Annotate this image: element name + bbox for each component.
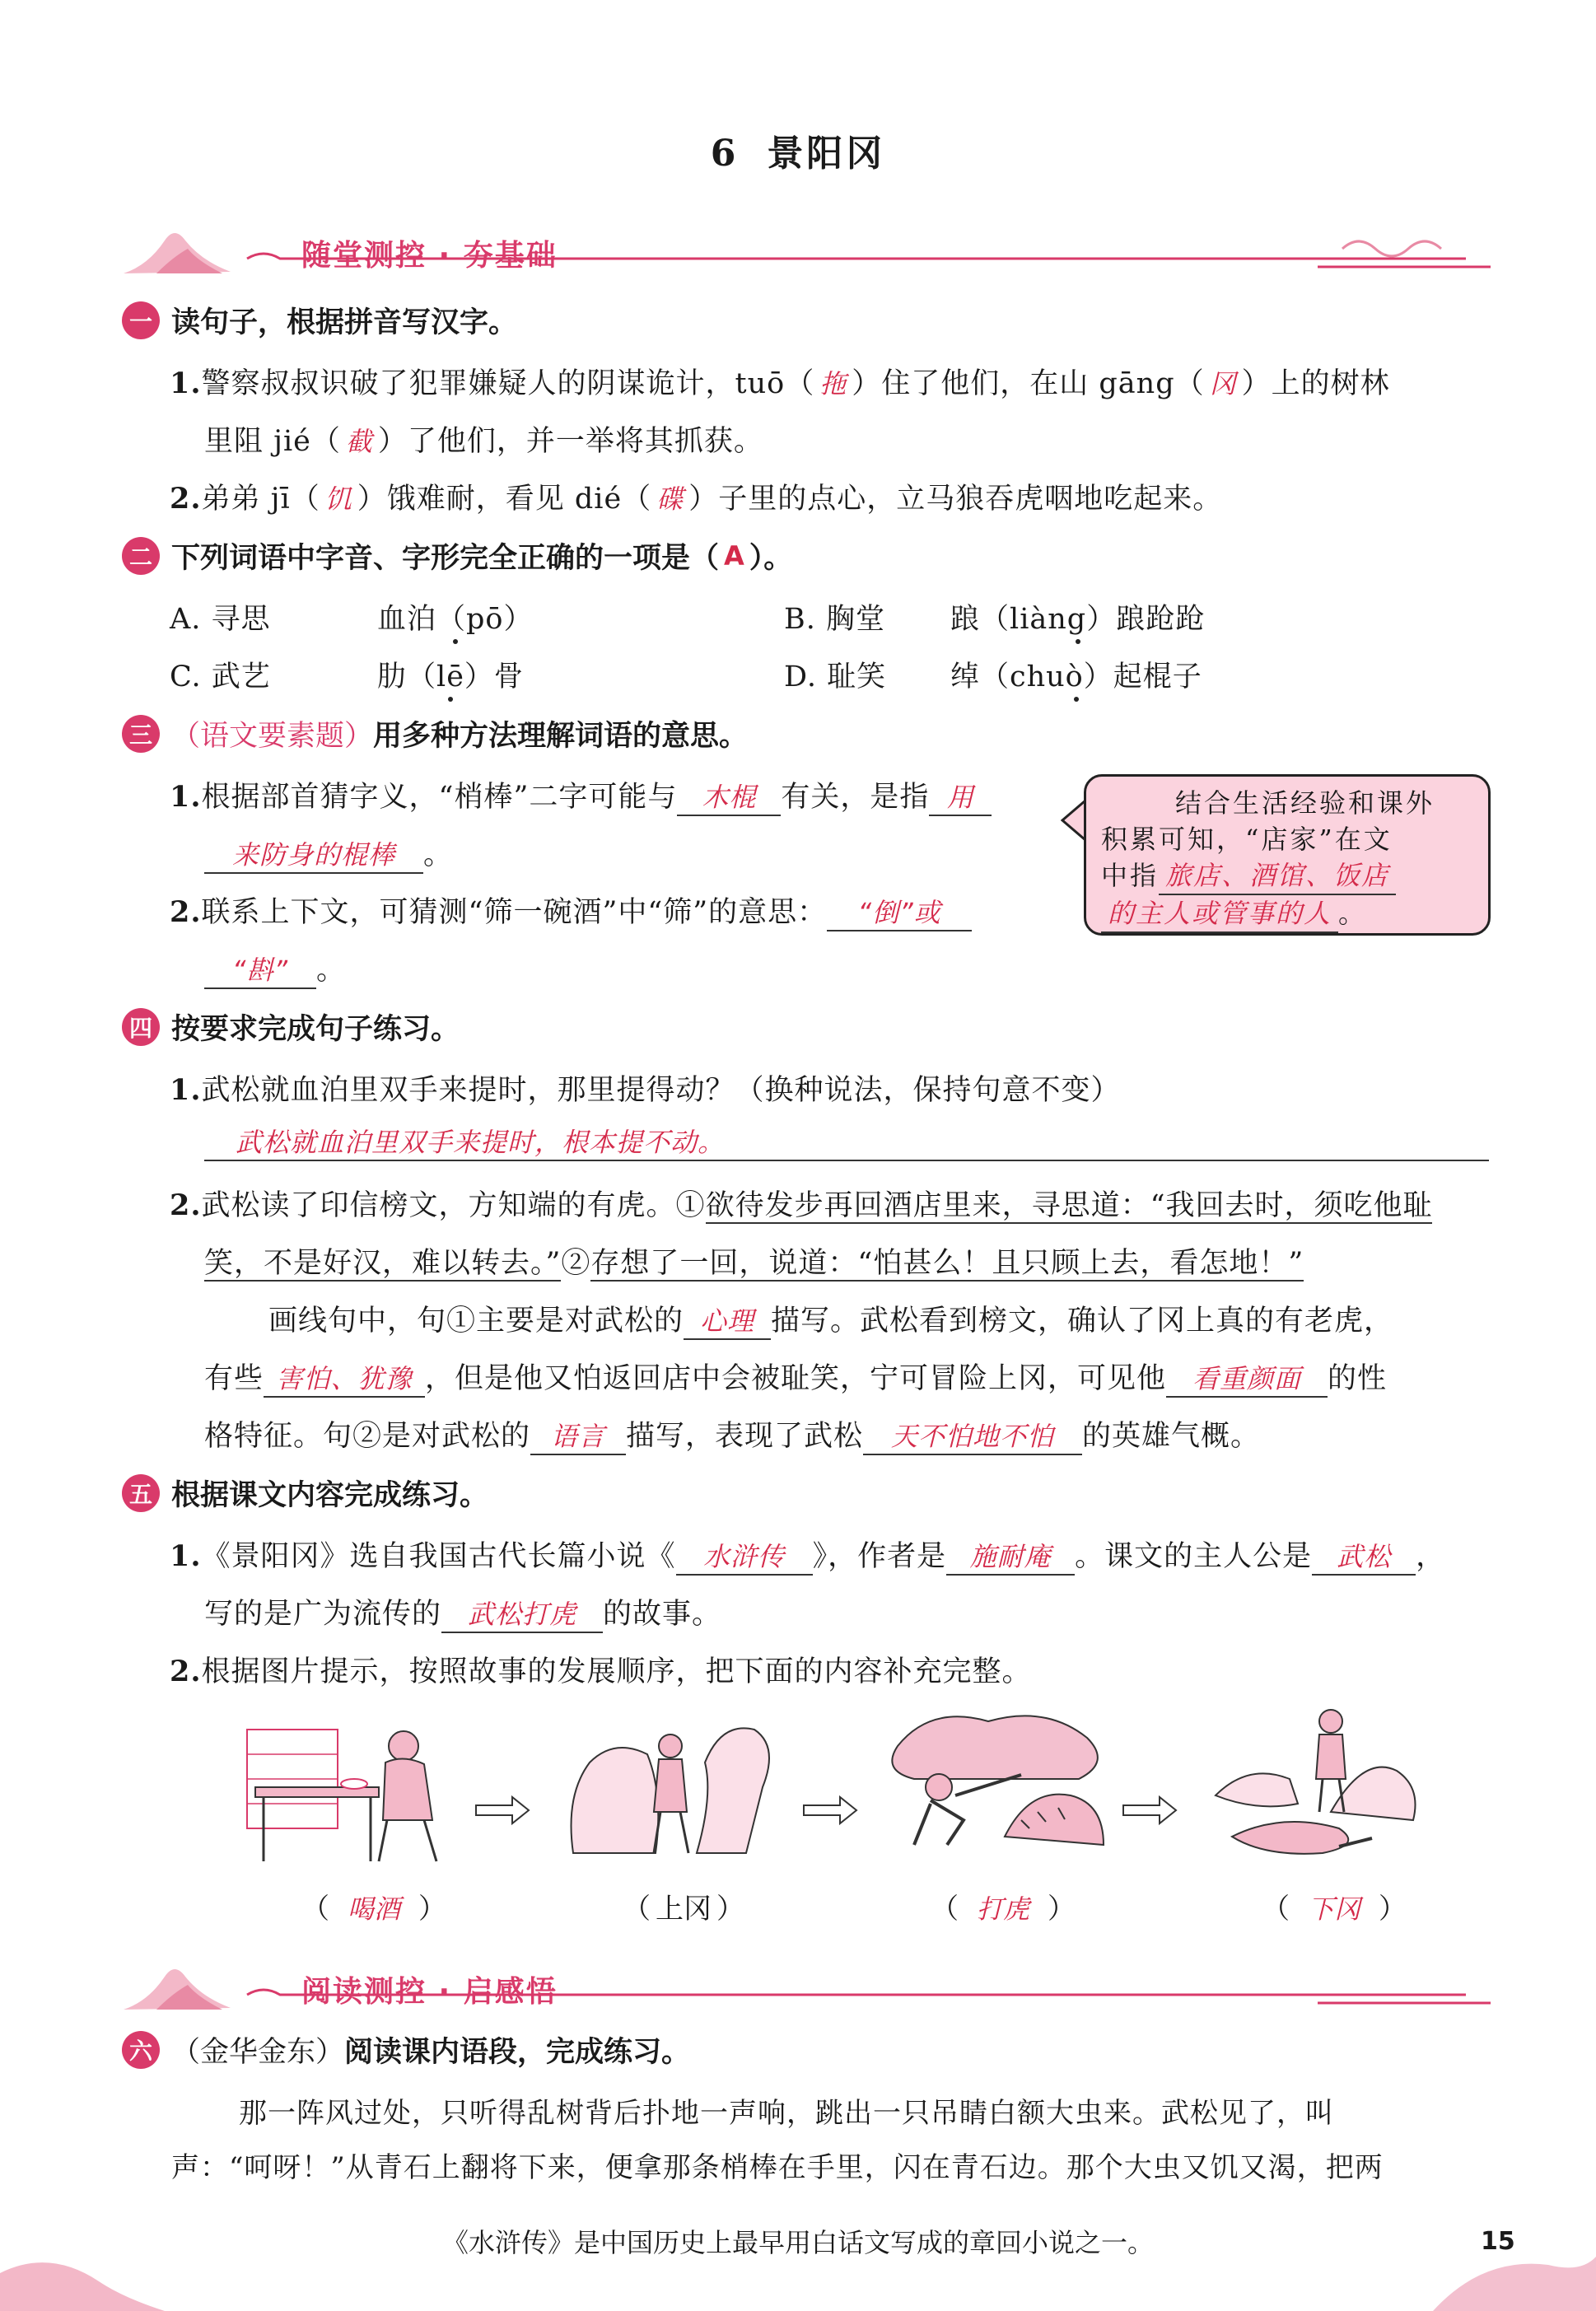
paren: （ xyxy=(623,1893,651,1926)
page-title xyxy=(0,124,1596,176)
text: 格特征。句②是对武松的 xyxy=(204,1420,531,1453)
underlined-sentence: 欲待发步再回酒店里来，寻思道：“我回去时，须吃他耻 xyxy=(705,1189,1433,1222)
text: 描写，表现了武松 xyxy=(626,1420,864,1453)
picture-fighting-tiger xyxy=(881,1697,1120,1861)
caption-3 xyxy=(931,1886,1076,1926)
text: 。 xyxy=(316,954,347,987)
caption-answer: 下冈 xyxy=(1308,1893,1361,1925)
answer-blank[interactable]: 用 xyxy=(929,777,992,816)
option-d-word xyxy=(950,654,1202,695)
text: 画线句中，句①主要是对武松的 xyxy=(268,1305,684,1338)
text: 武松读了印信榜文，方知端的有虎。① xyxy=(201,1189,706,1222)
text: 根据图片提示，按照故事的发展顺序，把下面的内容补充完整。 xyxy=(201,1655,1032,1688)
question-number: 1. xyxy=(170,780,202,814)
paren: （ xyxy=(1262,1893,1290,1926)
option-a-label: A. 寻思 xyxy=(170,603,271,636)
option-c-word xyxy=(377,654,524,695)
caption-1 xyxy=(301,1886,446,1926)
picture-drinking xyxy=(239,1705,478,1870)
callout-answer[interactable]: 的主人或管事的人 xyxy=(1101,895,1338,933)
text: ）。 xyxy=(749,542,793,575)
section-badge: 一 xyxy=(122,301,160,339)
question-number: 1. xyxy=(170,1539,202,1573)
option-b-word xyxy=(950,596,1205,637)
text: 。 xyxy=(423,838,454,871)
arrow-right-icon xyxy=(802,1794,860,1827)
question-number: 2. xyxy=(170,1655,202,1688)
page-number: 15 xyxy=(1481,2227,1515,2256)
answer: 武松就血泊里双手来提时，根本提不动。 xyxy=(236,1127,726,1158)
section-instruction: 阅读课内语段，完成练习。 xyxy=(344,2036,691,2069)
text: 的性 xyxy=(1328,1362,1388,1395)
answer-blank[interactable]: 来防身的棍棒 xyxy=(204,834,423,874)
caption-answer: 打虎 xyxy=(977,1893,1030,1925)
text: 联系上下文，可猜测“筛一碗酒”中“筛”的意思： xyxy=(201,896,828,929)
section-instruction: 下列词语中字音、字形完全正确的一项是（ xyxy=(171,542,720,575)
section-badge: 四 xyxy=(122,1008,160,1046)
section-4-heading xyxy=(122,1006,460,1048)
answer: 截 xyxy=(345,426,373,457)
text: 。课文的主人公是 xyxy=(1075,1540,1313,1573)
s4-q2-line2 xyxy=(204,1240,1304,1282)
text: ）了他们，并一举将其抓获。 xyxy=(377,425,763,458)
banner-title-2: 阅读测控 · 启感悟 xyxy=(301,1975,558,2009)
section-1-heading xyxy=(122,300,517,341)
text: 警察叔叔识破了犯罪嫌疑人的阴谋诡计，tuō（ xyxy=(201,367,815,400)
text: ）饿难耐，看见 dié（ xyxy=(357,483,652,516)
s1-q1-line2 xyxy=(204,418,763,460)
callout-answer[interactable]: 旅店、酒馆、饭店 xyxy=(1159,857,1396,895)
callout-text: 中指 xyxy=(1101,860,1160,891)
question-number: 1. xyxy=(170,1073,202,1107)
question-number: 2. xyxy=(170,482,202,516)
reading-passage-line2: 声：“呵呀！”从青石上翻将下来，便拿那条梢棒在手里，闪在青石边。那个大虫又饥又渴，把两 xyxy=(171,2151,1384,2184)
answer-blank[interactable]: 木棍 xyxy=(677,777,781,816)
answer: A xyxy=(724,540,744,572)
section-instruction: 用多种方法理解词语的意思。 xyxy=(373,720,749,753)
s4-analysis-line1 xyxy=(268,1298,1393,1340)
answer-blank[interactable]: 害怕、犹豫 xyxy=(264,1358,425,1398)
s4-q2-line1 xyxy=(170,1183,1432,1224)
text: 写的是广为流传的 xyxy=(204,1598,442,1631)
s3-q1-line1 xyxy=(170,774,992,816)
text: 有些 xyxy=(204,1362,264,1395)
caption-4 xyxy=(1262,1886,1407,1926)
answer: 碟 xyxy=(656,483,684,515)
option-word: 踉（liàng）踉跄跄 xyxy=(950,603,1206,636)
answer-blank[interactable]: 天不怕地不怕 xyxy=(863,1416,1082,1455)
s1-q2-line xyxy=(170,476,1222,517)
answer-blank[interactable]: 语言 xyxy=(530,1416,626,1455)
section-banner-1 xyxy=(124,216,1491,282)
text: ）住了他们，在山 gāng（ xyxy=(852,367,1205,400)
section-2-heading xyxy=(122,535,792,577)
text: ， xyxy=(1416,1540,1446,1573)
lesson-number: 6 xyxy=(710,133,740,175)
s1-q1-line1 xyxy=(170,361,1390,402)
option-c-label: C. 武艺 xyxy=(170,661,271,693)
picture-leaving-hill xyxy=(1199,1697,1446,1861)
answer-blank[interactable]: 心理 xyxy=(684,1300,771,1340)
option-word: 绰（chuò）起棍子 xyxy=(950,661,1202,693)
section-instruction: 按要求完成句子练习。 xyxy=(171,1013,460,1046)
section-instruction: 读句子，根据拼音写汉字。 xyxy=(171,306,518,339)
paren: ） xyxy=(418,1893,447,1926)
paren: ） xyxy=(1048,1893,1076,1926)
option-word: 血泊（pō） xyxy=(377,603,534,636)
s3-q1-line2 xyxy=(204,832,453,874)
s3-q2-line2 xyxy=(204,947,346,989)
caption-text: 上冈 xyxy=(656,1893,712,1926)
section-tag: （语文要素题） xyxy=(171,720,374,753)
section-badge: 五 xyxy=(122,1474,160,1512)
answer-blank[interactable]: 施耐庵 xyxy=(946,1536,1075,1576)
answer: 冈 xyxy=(1209,368,1237,399)
lesson-title: 景阳冈 xyxy=(767,133,886,175)
arrow-right-icon xyxy=(474,1794,532,1827)
caption-answer: 喝酒 xyxy=(348,1893,401,1925)
s5-q2-line xyxy=(170,1649,1032,1690)
question-number: 1. xyxy=(170,366,202,400)
s4-analysis-line2 xyxy=(204,1356,1387,1398)
s3-q2-line1 xyxy=(170,889,972,931)
text: 的英雄气概。 xyxy=(1082,1420,1261,1453)
text: 武松就血泊里双手来提时，那里提得动？（换种说法，保持句意不变） xyxy=(201,1074,1121,1107)
callout-text: 积累可知，“店家”在文 xyxy=(1101,824,1393,855)
s5-q1-line1 xyxy=(170,1534,1445,1576)
text: 里阻 jié（ xyxy=(204,425,341,458)
answer: 拖 xyxy=(819,368,847,399)
answer-blank[interactable]: 水浒传 xyxy=(676,1536,813,1576)
text: 根据部首猜字义，“梢棒”二字可能与 xyxy=(201,781,678,814)
option-a-word xyxy=(377,596,533,637)
section-badge: 三 xyxy=(122,715,160,753)
question-number: 2. xyxy=(170,1188,202,1222)
callout-text: 结合生活经验和课外 xyxy=(1175,787,1435,819)
option-d-label: D. 耻笑 xyxy=(784,661,887,693)
answer-blank[interactable]: 武松 xyxy=(1312,1536,1416,1576)
underlined-sentence: 存想了一回，说道：“怕甚么！且只顾上去，看怎地！” xyxy=(590,1247,1304,1280)
s4-q1-answer xyxy=(236,1122,725,1160)
text: 的故事。 xyxy=(603,1598,722,1631)
arrow-right-icon xyxy=(1122,1794,1179,1827)
section-banner-2 xyxy=(124,1952,1491,2018)
text: 有关，是指 xyxy=(781,781,930,814)
caption-2 xyxy=(623,1886,744,1926)
section-badge: 六 xyxy=(122,2031,160,2069)
s4-q1-line xyxy=(170,1067,1121,1109)
paren: ） xyxy=(716,1893,744,1926)
text: 《景阳冈》选自我国古代长篇小说《 xyxy=(201,1540,676,1573)
option-b-label: B. 胸堂 xyxy=(784,603,885,636)
underlined-sentence: 笑，不是好汉，难以转去。” xyxy=(204,1247,562,1280)
answer-blank[interactable]: 看重颜面 xyxy=(1166,1358,1328,1398)
section-6-heading xyxy=(122,2029,690,2071)
text: ，但是他又怕返回店中会被耻笑，宁可冒险上冈，可见他 xyxy=(425,1362,1167,1395)
question-number: 2. xyxy=(170,895,202,929)
banner-title-1: 随堂测控 · 夯基础 xyxy=(301,239,558,273)
paren: （ xyxy=(931,1893,959,1926)
paren: （ xyxy=(301,1893,329,1926)
section-badge: 二 xyxy=(122,537,160,575)
text: ② xyxy=(561,1247,591,1280)
answer-blank[interactable]: “倒”或 xyxy=(827,892,972,931)
text: 弟弟 jī（ xyxy=(201,483,320,516)
text: ）上的树林 xyxy=(1241,367,1390,400)
answer-line[interactable] xyxy=(204,1160,1489,1161)
text: 》，作者是 xyxy=(812,1540,947,1573)
answer-blank[interactable]: “斟” xyxy=(204,950,316,989)
section-3-heading xyxy=(122,713,748,754)
picture-going-up-hill xyxy=(557,1697,787,1861)
footer-fact: 《水浒传》是中国历史上最早用白话文写成的章回小说之一。 xyxy=(441,2227,1154,2258)
hint-callout xyxy=(1084,774,1491,936)
paren: ） xyxy=(1379,1893,1407,1926)
s4-analysis-line3 xyxy=(204,1413,1260,1455)
answer-blank[interactable]: 武松打虎 xyxy=(441,1594,603,1633)
section-5-heading xyxy=(122,1473,488,1514)
text: ）子里的点心，立马狼吞虎咽地吃起来。 xyxy=(688,483,1223,516)
s5-q1-line2 xyxy=(204,1591,721,1633)
callout-text: 。 xyxy=(1338,898,1368,929)
section-tag: （金华金东） xyxy=(171,2036,345,2069)
option-word: 肋（lē）骨 xyxy=(377,661,524,693)
reading-passage-line1: 那一阵风过处，只听得乱树背后扑地一声响，跳出一只吊睛白额大虫来。武松见了，叫 xyxy=(239,2097,1334,2130)
section-instruction: 根据课文内容完成练习。 xyxy=(171,1479,489,1512)
answer: 饥 xyxy=(324,483,352,515)
text: 描写。武松看到榜文，确认了冈上真的有老虎， xyxy=(771,1305,1394,1338)
